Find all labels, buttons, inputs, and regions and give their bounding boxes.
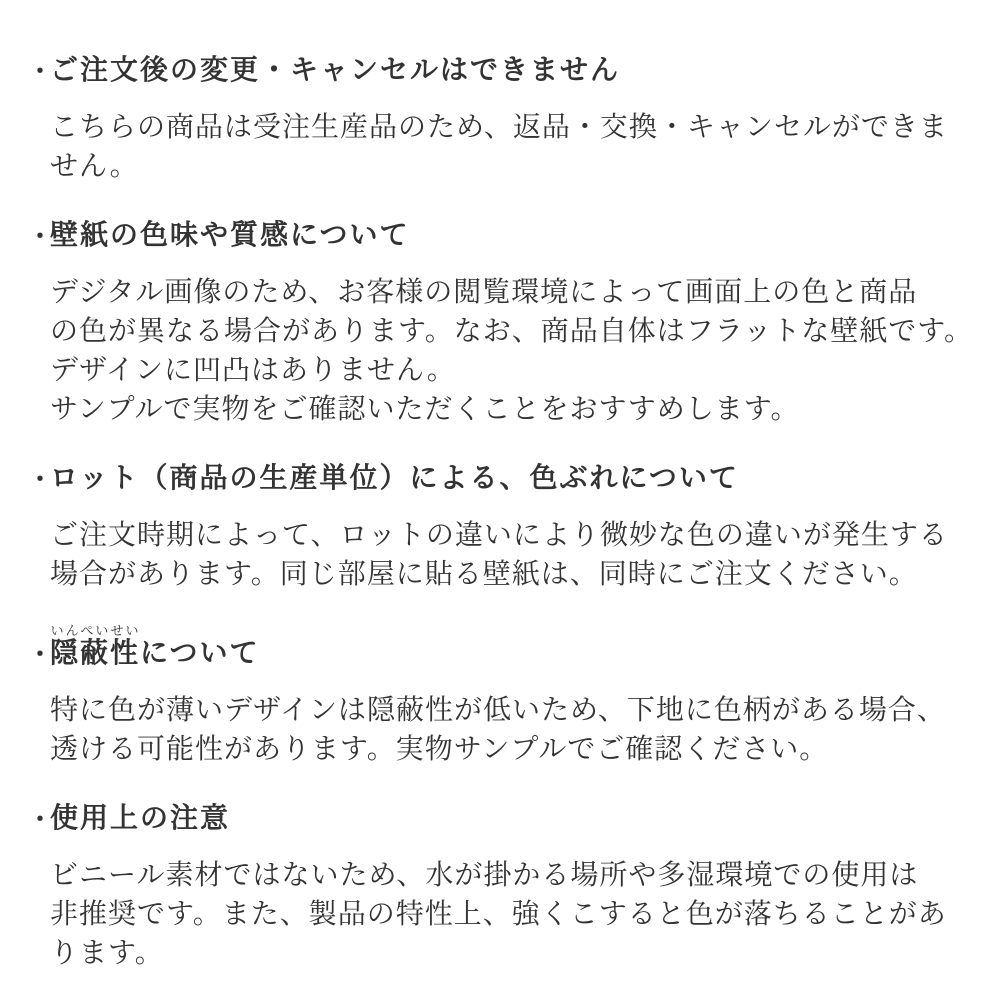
note-section-cancellation: [28, 50, 972, 185]
body-line: ビニール素材ではないため、水が掛かる場所や多湿環境での使用は: [50, 859, 919, 890]
bullet-marker: ・: [28, 58, 52, 85]
body-line: の色が異なる場合があります。なお、商品自体はフラットな壁紙です。: [50, 315, 973, 346]
body-line: 非推奨です。また、製品の特性上、強くこすると色が落ちることがあ: [50, 898, 947, 929]
section-heading-text: ご注文後の変更・キャンセルはできません: [50, 54, 621, 85]
heading-ruby: [50, 623, 141, 668]
body-line: ります。: [50, 937, 164, 968]
note-section-lot-variation: [28, 458, 972, 593]
body-line: 特に色が薄いデザインは隠蔽性が低いため、下地に色柄がある場合、: [50, 694, 946, 725]
bullet-marker: ・: [28, 223, 52, 250]
body-line: サンプルで実物をご確認いただくことをおすすめします。: [50, 393, 800, 424]
section-heading-text: 使用上の注意: [50, 802, 231, 833]
section-heading-text: 壁紙の色味や質感について: [50, 219, 410, 250]
section-heading: [28, 798, 972, 839]
body-line: こちらの商品は受注生産品のため、返品・交換・キャンセルができま: [50, 111, 948, 142]
bullet-marker: ・: [28, 806, 52, 833]
section-heading: [28, 458, 972, 499]
body-line: せん。: [50, 150, 139, 181]
section-heading: [28, 623, 972, 674]
body-line: 場合があります。同じ部屋に貼る壁紙は、同時にご注文ください。: [50, 558, 918, 589]
section-heading-text: について: [140, 637, 260, 668]
section-heading-text: ロット（商品の生産単位）による、色ぶれについて: [50, 462, 739, 493]
body-line: ご注文時期によって、ロットの違いにより微妙な色の違いが発生する: [50, 519, 948, 550]
body-line: 透ける可能性があります。実物サンプルでご確認ください。: [50, 733, 829, 764]
bullet-marker: ・: [28, 641, 52, 668]
section-heading: [28, 50, 972, 91]
bullet-marker: ・: [28, 466, 52, 493]
body-line: デザインに凹凸はありません。: [50, 354, 456, 385]
heading-ruby-base: 隠蔽性: [50, 637, 141, 668]
note-section-color-texture: [28, 215, 972, 428]
note-section-usage: [28, 798, 972, 972]
heading-furigana: いんぺいせい: [50, 623, 141, 638]
body-line: デジタル画像のため、お客様の閲覧環境によって画面上の色と商品: [50, 276, 918, 307]
section-heading: [28, 215, 972, 256]
note-section-opacity: [28, 623, 972, 768]
